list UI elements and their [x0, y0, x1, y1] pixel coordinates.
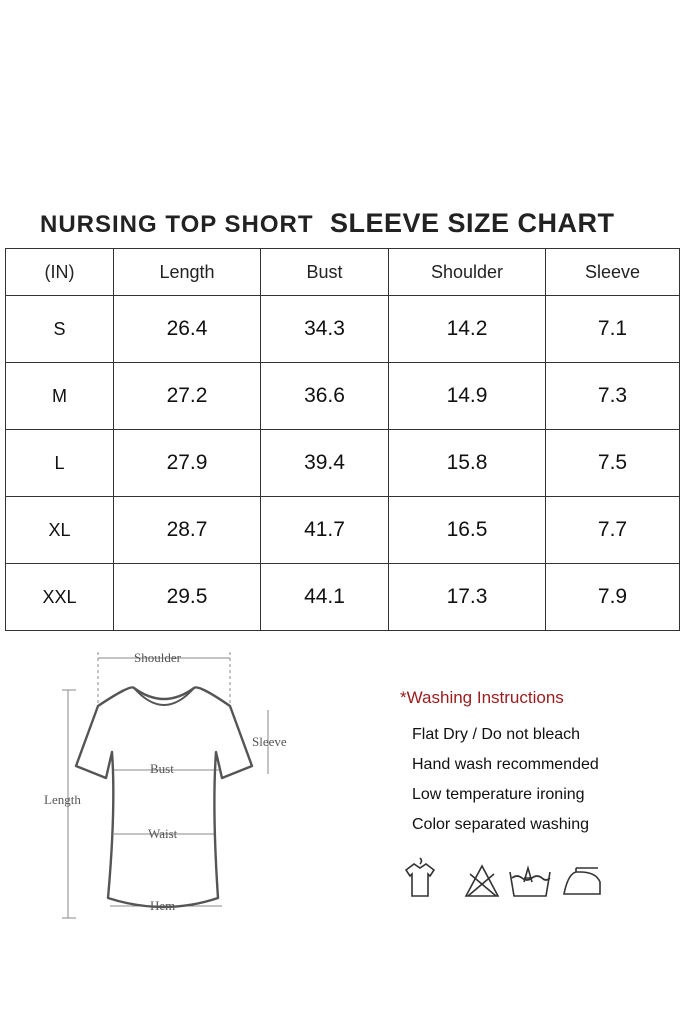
shoulder-value: 15.8: [389, 430, 546, 497]
table-row: [6, 497, 680, 564]
table-row: [6, 363, 680, 430]
size-table: [5, 248, 680, 631]
shoulder-value: 17.3: [389, 564, 546, 631]
low-temperature-iron-icon: [564, 868, 600, 894]
washing-item: Hand wash recommended: [412, 756, 599, 773]
bust-value: 34.3: [261, 296, 389, 363]
size-label: XXL: [6, 564, 114, 631]
size-label: XL: [6, 497, 114, 564]
hem-label: Hem: [150, 898, 176, 913]
sleeve-value: 7.5: [546, 430, 680, 497]
care-icons: [400, 856, 610, 902]
washing-item: Flat Dry / Do not bleach: [412, 726, 581, 743]
table-row: [6, 564, 680, 631]
size-label: S: [6, 296, 114, 363]
washing-item: Color separated washing: [412, 816, 589, 833]
size-label: L: [6, 430, 114, 497]
length-value: 27.9: [114, 430, 261, 497]
garment-diagram: [36, 648, 306, 928]
washing-heading: *Washing Instructions: [400, 688, 564, 707]
header-shoulder: Shoulder: [389, 249, 546, 296]
header-length: Length: [114, 249, 261, 296]
header-sleeve: Sleeve: [546, 249, 680, 296]
hand-wash-icon: [510, 868, 550, 896]
shoulder-label: Shoulder: [134, 650, 181, 665]
length-value: 29.5: [114, 564, 261, 631]
length-value: 28.7: [114, 497, 261, 564]
flat-dry-icon: [406, 858, 434, 896]
length-value: 26.4: [114, 296, 261, 363]
bust-value: 36.6: [261, 363, 389, 430]
tshirt-outline: [76, 687, 252, 907]
bust-value: 44.1: [261, 564, 389, 631]
sleeve-value: 7.1: [546, 296, 680, 363]
title-part-2: SLEEVE SIZE CHART: [329, 208, 615, 238]
shoulder-value: 14.9: [389, 363, 546, 430]
table-header-row: [6, 249, 680, 296]
title-part-1: NURSING TOP SHORT: [40, 211, 314, 238]
header-bust: Bust: [261, 249, 389, 296]
table-row: [6, 430, 680, 497]
bust-label: Bust: [150, 761, 174, 776]
length-label: Length: [44, 792, 81, 807]
length-value: 27.2: [114, 363, 261, 430]
sleeve-value: 7.9: [546, 564, 680, 631]
sleeve-label: Sleeve: [252, 734, 287, 749]
header-unit: (IN): [6, 249, 114, 296]
shoulder-value: 16.5: [389, 497, 546, 564]
size-label: M: [6, 363, 114, 430]
bust-value: 39.4: [261, 430, 389, 497]
waist-label: Waist: [148, 826, 178, 841]
bust-value: 41.7: [261, 497, 389, 564]
chart-title: [40, 208, 680, 244]
washing-instructions: [398, 688, 668, 846]
table-row: [6, 296, 680, 363]
sleeve-value: 7.3: [546, 363, 680, 430]
do-not-bleach-icon: [466, 866, 498, 896]
washing-item: Low temperature ironing: [412, 786, 585, 803]
sleeve-value: 7.7: [546, 497, 680, 564]
shoulder-value: 14.2: [389, 296, 546, 363]
